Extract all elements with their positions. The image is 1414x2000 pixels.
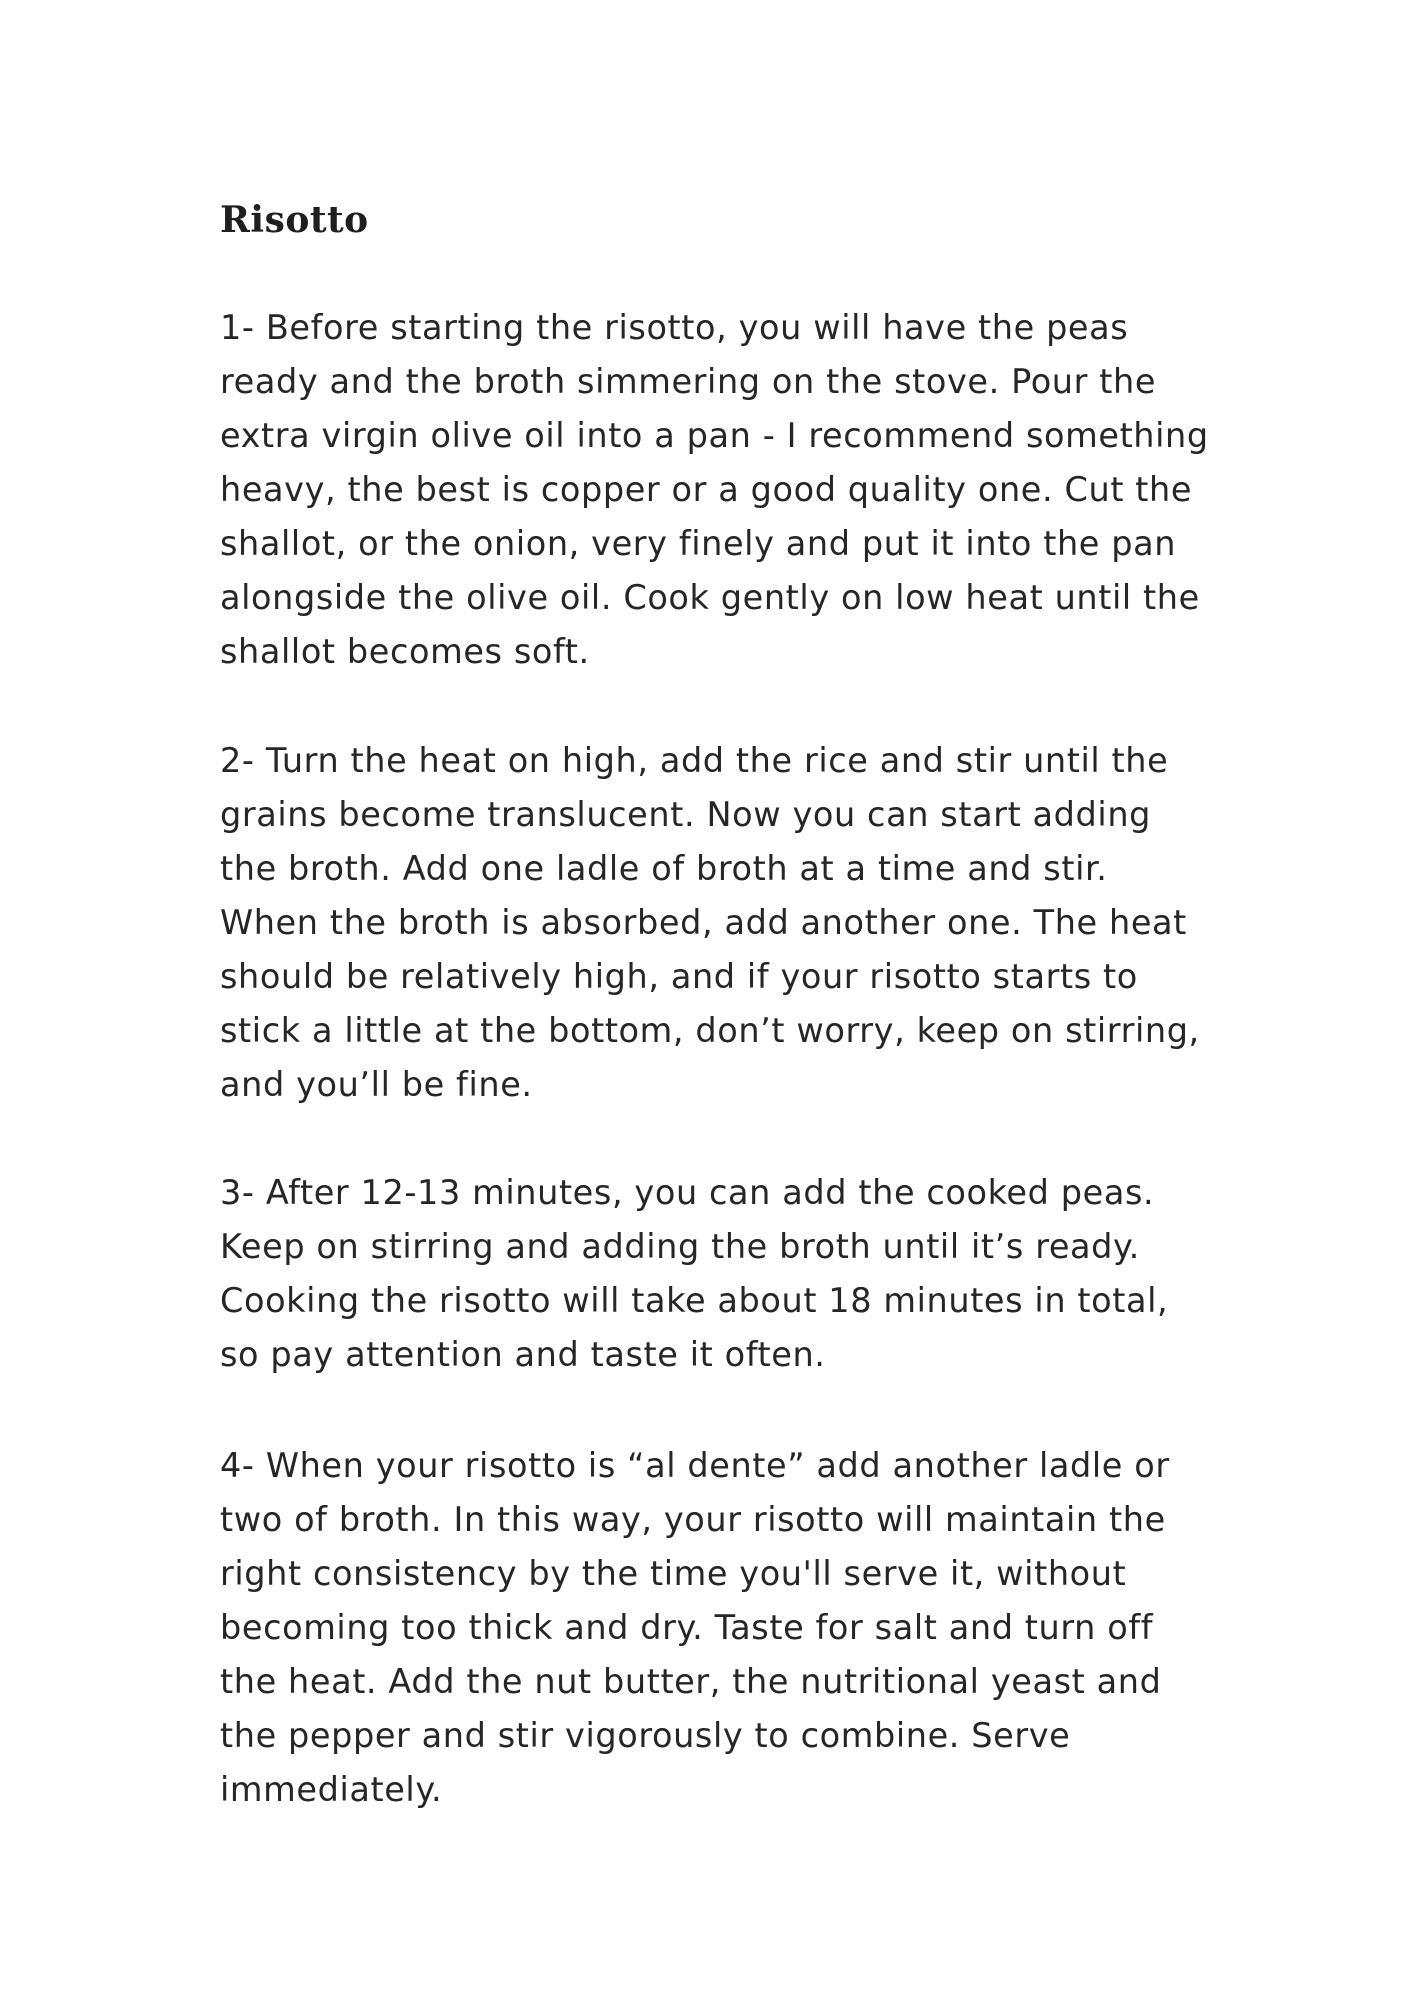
recipe-step-4: 4- When your risotto is “al dente” add another ladle or two of broth. In this way, your risotto will maintain the right consistency by the time you'll serve it, without becoming too thick and dry. Taste for salt and turn off the heat. Add the nut butter, the nutritional yeast and the pepper and stir vigorously to combine. Serve immediately. <box>220 1446 1170 1809</box>
recipe-step-2: 2- Turn the heat on high, add the rice and stir until the grains become translucent. Now you can start adding the broth. Add one ladle of broth at a time and stir. When the broth is absorbed, add another one. The heat should be relatively high, and if your risotto starts to stick a little at the bottom, don’t worry, keep on stirring, and you’ll be fine. <box>220 741 1200 1104</box>
recipe-step-1: 1- Before starting the risotto, you will have the peas ready and the broth simmering on the stove. Pour the extra virgin olive oil into a pan - I recommend something heavy, the best is copper or a good quality one. Cut the shallot, or the onion, very finely and put it into the pan alongside the olive oil. Cook gently on low heat until the shallot becomes soft. <box>220 308 1209 671</box>
recipe-title: Risotto <box>220 199 369 241</box>
recipe-step-3: 3- After 12-13 minutes, you can add the cooked peas. Keep on stirring and adding the broth until it’s ready. Cooking the risotto will take about 18 minutes in total, so pay attention and taste it often. <box>220 1173 1169 1374</box>
